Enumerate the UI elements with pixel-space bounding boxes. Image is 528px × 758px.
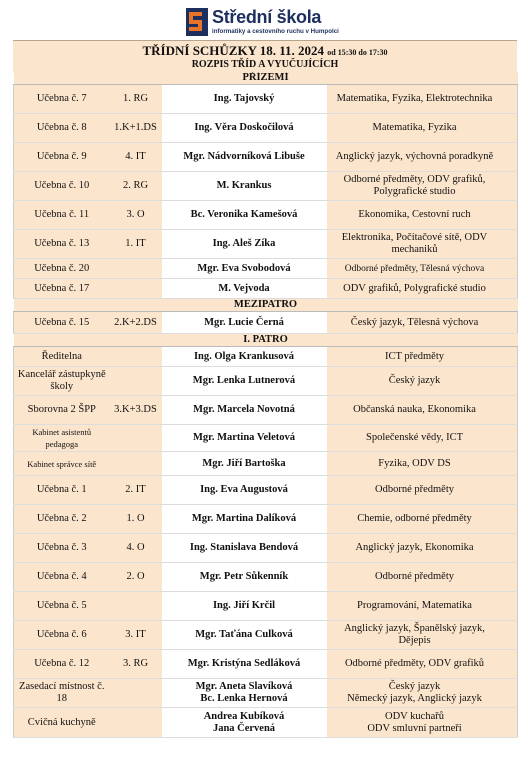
spacer-cell: [503, 201, 518, 230]
subjects-text: ODV kuchařů: [384, 710, 444, 722]
schedule-table: [13, 72, 518, 738]
room-cell: Kabinet asistentů pedagoga: [14, 425, 110, 452]
teacher-name: Mgr. Aneta Slavíková: [195, 681, 293, 692]
subjects-cell: Anglický jazyk, Španělský jazyk, Dějepis: [327, 621, 503, 650]
subjects-cell: Odborné předměty: [327, 563, 503, 592]
table-row: [14, 592, 518, 621]
teacher-cell: [162, 679, 327, 708]
section-label: I. PATRO: [14, 334, 518, 347]
class-cell: 1. IT: [110, 230, 162, 259]
teacher-name-2: Bc. Lenka Hernová: [200, 693, 288, 704]
room-cell: Učebna č. 15: [14, 312, 110, 334]
subjects-cell: [327, 679, 503, 708]
class-cell: 2. IT: [110, 476, 162, 505]
spacer-cell: [503, 708, 518, 738]
room-cell: Učebna č. 8: [14, 114, 110, 143]
spacer-cell: [503, 621, 518, 650]
subjects-cell: Anglický jazyk, výchovná poradkyně: [327, 143, 503, 172]
room-cell: Sborovna 2 ŠPP: [14, 396, 110, 425]
subjects-cell: Společenské vědy, ICT: [327, 425, 503, 452]
room-cell: Cvičná kuchyně: [14, 708, 110, 738]
class-cell: 4. IT: [110, 143, 162, 172]
table-row: [14, 347, 518, 367]
teacher-cell: Mgr. Taťána Culková: [162, 621, 327, 650]
section-row-first-floor: [14, 334, 518, 347]
room-cell: Kabinet správce sítě: [14, 452, 110, 476]
class-cell: [110, 367, 162, 396]
header-subtitle: ROZPIS TŘÍD A VYUČUJÍCÍCH: [191, 59, 339, 70]
teacher-cell: Mgr. Martina Veletová: [162, 425, 327, 452]
subjects-text: Český jazyk: [388, 681, 441, 692]
class-cell: [110, 592, 162, 621]
spacer-cell: [503, 650, 518, 679]
subjects-cell: ICT předměty: [327, 347, 503, 367]
table-row: [14, 114, 518, 143]
spacer-cell: [503, 259, 518, 279]
teacher-name-2: Jana Červená: [212, 722, 276, 734]
teacher-cell: [162, 708, 327, 738]
teacher-cell: Ing. Olga Krankusová: [162, 347, 327, 367]
spacer-cell: [503, 143, 518, 172]
room-cell: Ředitelna: [14, 347, 110, 367]
spacer-cell: [503, 425, 518, 452]
subjects-cell: [327, 708, 503, 738]
table-row: [14, 259, 518, 279]
spacer-cell: [503, 563, 518, 592]
room-cell: Učebna č. 12: [14, 650, 110, 679]
subjects-cell: Odborné předměty, Tělesná výchova: [327, 259, 503, 279]
spacer-cell: [503, 476, 518, 505]
subjects-cell: Odborné předměty, ODV grafiků, Polygrafické studio: [327, 172, 503, 201]
table-row: [14, 476, 518, 505]
table-row: [14, 279, 518, 299]
spacer-cell: [503, 396, 518, 425]
subjects-cell: Matematika, Fyzika: [327, 114, 503, 143]
table-row: [14, 85, 518, 114]
room-cell: Učebna č. 2: [14, 505, 110, 534]
header-time: od 15:30 do 17:30: [327, 48, 388, 57]
teacher-cell: Mgr. Jiří Bartoška: [162, 452, 327, 476]
table-row: [14, 621, 518, 650]
table-row: [14, 143, 518, 172]
class-cell: 1. O: [110, 505, 162, 534]
logo-name: Střední škola: [212, 7, 322, 27]
subjects-cell: Odborné předměty, ODV grafiků: [327, 650, 503, 679]
teacher-cell: Ing. Tajovský: [162, 85, 327, 114]
room-cell: Učebna č. 7: [14, 85, 110, 114]
header-title: TŘÍDNÍ SCHŮZKY 18. 11. 2024: [142, 43, 325, 58]
table-row: [14, 367, 518, 396]
spacer-cell: [503, 592, 518, 621]
room-cell: Učebna č. 9: [14, 143, 110, 172]
spacer-cell: [503, 279, 518, 299]
teacher-cell: Mgr. Nádvorníková Libuše: [162, 143, 327, 172]
room-cell: Zasedací místnost č. 18: [14, 679, 110, 708]
class-cell: [110, 679, 162, 708]
teacher-cell: Mgr. Kristýna Sedláková: [162, 650, 327, 679]
subjects-cell: Programování, Matematika: [327, 592, 503, 621]
class-cell: 3. RG: [110, 650, 162, 679]
room-cell: Učebna č. 20: [14, 259, 110, 279]
table-row: [14, 425, 518, 452]
class-cell: 1. RG: [110, 85, 162, 114]
schedule-header: [13, 40, 517, 73]
subjects-cell: Anglický jazyk, Ekonomika: [327, 534, 503, 563]
subjects-cell: Český jazyk: [327, 367, 503, 396]
spacer-cell: [503, 505, 518, 534]
header-title-line: [13, 43, 517, 59]
spacer-cell: [503, 367, 518, 396]
table-row: [14, 679, 518, 708]
class-cell: 4. O: [110, 534, 162, 563]
spacer-cell: [503, 534, 518, 563]
teacher-cell: Mgr. Lucie Černá: [162, 312, 327, 334]
table-row: [14, 534, 518, 563]
class-cell: [110, 425, 162, 452]
section-label: PŘÍZEMÍ: [14, 72, 518, 85]
spacer-cell: [503, 85, 518, 114]
teacher-cell: Mgr. Marcela Novotná: [162, 396, 327, 425]
class-cell: 2. RG: [110, 172, 162, 201]
room-cell: Učebna č. 17: [14, 279, 110, 299]
subjects-cell: Fyzika, ODV DS: [327, 452, 503, 476]
room-cell: Učebna č. 11: [14, 201, 110, 230]
table-row: [14, 563, 518, 592]
table-row: [14, 396, 518, 425]
room-cell: Učebna č. 13: [14, 230, 110, 259]
section-row-ground: [14, 72, 518, 85]
room-cell: Učebna č. 10: [14, 172, 110, 201]
table-row: [14, 312, 518, 334]
table-row: [14, 201, 518, 230]
subjects-cell: ODV grafiků, Polygrafické studio: [327, 279, 503, 299]
class-cell: 2. O: [110, 563, 162, 592]
teacher-cell: Mgr. Martina Dalíková: [162, 505, 327, 534]
room-cell: Učebna č. 3: [14, 534, 110, 563]
subjects-cell: Český jazyk, Tělesná výchova: [327, 312, 503, 334]
class-cell: 3. IT: [110, 621, 162, 650]
section-label: MEZIPATRO: [14, 299, 518, 312]
table-row: [14, 172, 518, 201]
teacher-cell: Ing. Eva Augustová: [162, 476, 327, 505]
teacher-cell: M. Vejvoda: [162, 279, 327, 299]
table-row: [14, 452, 518, 476]
class-cell: 3. O: [110, 201, 162, 230]
class-cell: [110, 347, 162, 367]
class-cell: [110, 452, 162, 476]
teacher-cell: Mgr. Petr Sůkenník: [162, 563, 327, 592]
spacer-cell: [503, 452, 518, 476]
subjects-cell: Chemie, odborné předměty: [327, 505, 503, 534]
spacer-cell: [503, 230, 518, 259]
spacer-cell: [503, 347, 518, 367]
spacer-cell: [503, 114, 518, 143]
spacer-cell: [503, 312, 518, 334]
room-cell: Učebna č. 1: [14, 476, 110, 505]
class-cell: 3.K+3.DS: [110, 396, 162, 425]
room-cell: Učebna č. 5: [14, 592, 110, 621]
section-row-mezzanine: [14, 299, 518, 312]
school-logo-icon: [186, 8, 208, 36]
teacher-cell: Ing. Aleš Zíka: [162, 230, 327, 259]
room-cell: Kancelář zástupkyně školy: [14, 367, 110, 396]
subjects-cell: Elektronika, Počítačové sítě, ODV mechaniků: [327, 230, 503, 259]
table-row: [14, 505, 518, 534]
teacher-cell: Ing. Stanislava Bendová: [162, 534, 327, 563]
subjects-text-2: Německý jazyk, Anglický jazyk: [347, 693, 482, 704]
subjects-text-2: ODV smluvní partneři: [367, 722, 462, 734]
table-row: [14, 708, 518, 738]
spacer-cell: [503, 172, 518, 201]
room-cell: Učebna č. 6: [14, 621, 110, 650]
teacher-cell: Mgr. Lenka Lutnerová: [162, 367, 327, 396]
table-row: [14, 230, 518, 259]
teacher-cell: M. Krankus: [162, 172, 327, 201]
subjects-cell: Občanská nauka, Ekonomika: [327, 396, 503, 425]
class-cell: [110, 259, 162, 279]
teacher-cell: Mgr. Eva Svobodová: [162, 259, 327, 279]
teacher-name: Andrea Kubíková: [203, 710, 285, 722]
class-cell: 1.K+1.DS: [110, 114, 162, 143]
teacher-cell: Ing. Věra Doskočilová: [162, 114, 327, 143]
teacher-cell: Ing. Jiří Krčil: [162, 592, 327, 621]
class-cell: [110, 708, 162, 738]
room-cell: Učebna č. 4: [14, 563, 110, 592]
subjects-cell: Odborné předměty: [327, 476, 503, 505]
table-row: [14, 650, 518, 679]
subjects-cell: Matematika, Fyzika, Elektrotechnika: [327, 85, 503, 114]
class-cell: 2.K+2.DS: [110, 312, 162, 334]
logo-subtitle: informatiky a cestovního ruchu v Humpolci: [212, 28, 339, 35]
subjects-cell: Ekonomika, Cestovní ruch: [327, 201, 503, 230]
teacher-cell: Bc. Veronika Kamešová: [162, 201, 327, 230]
class-cell: [110, 279, 162, 299]
spacer-cell: [503, 679, 518, 708]
